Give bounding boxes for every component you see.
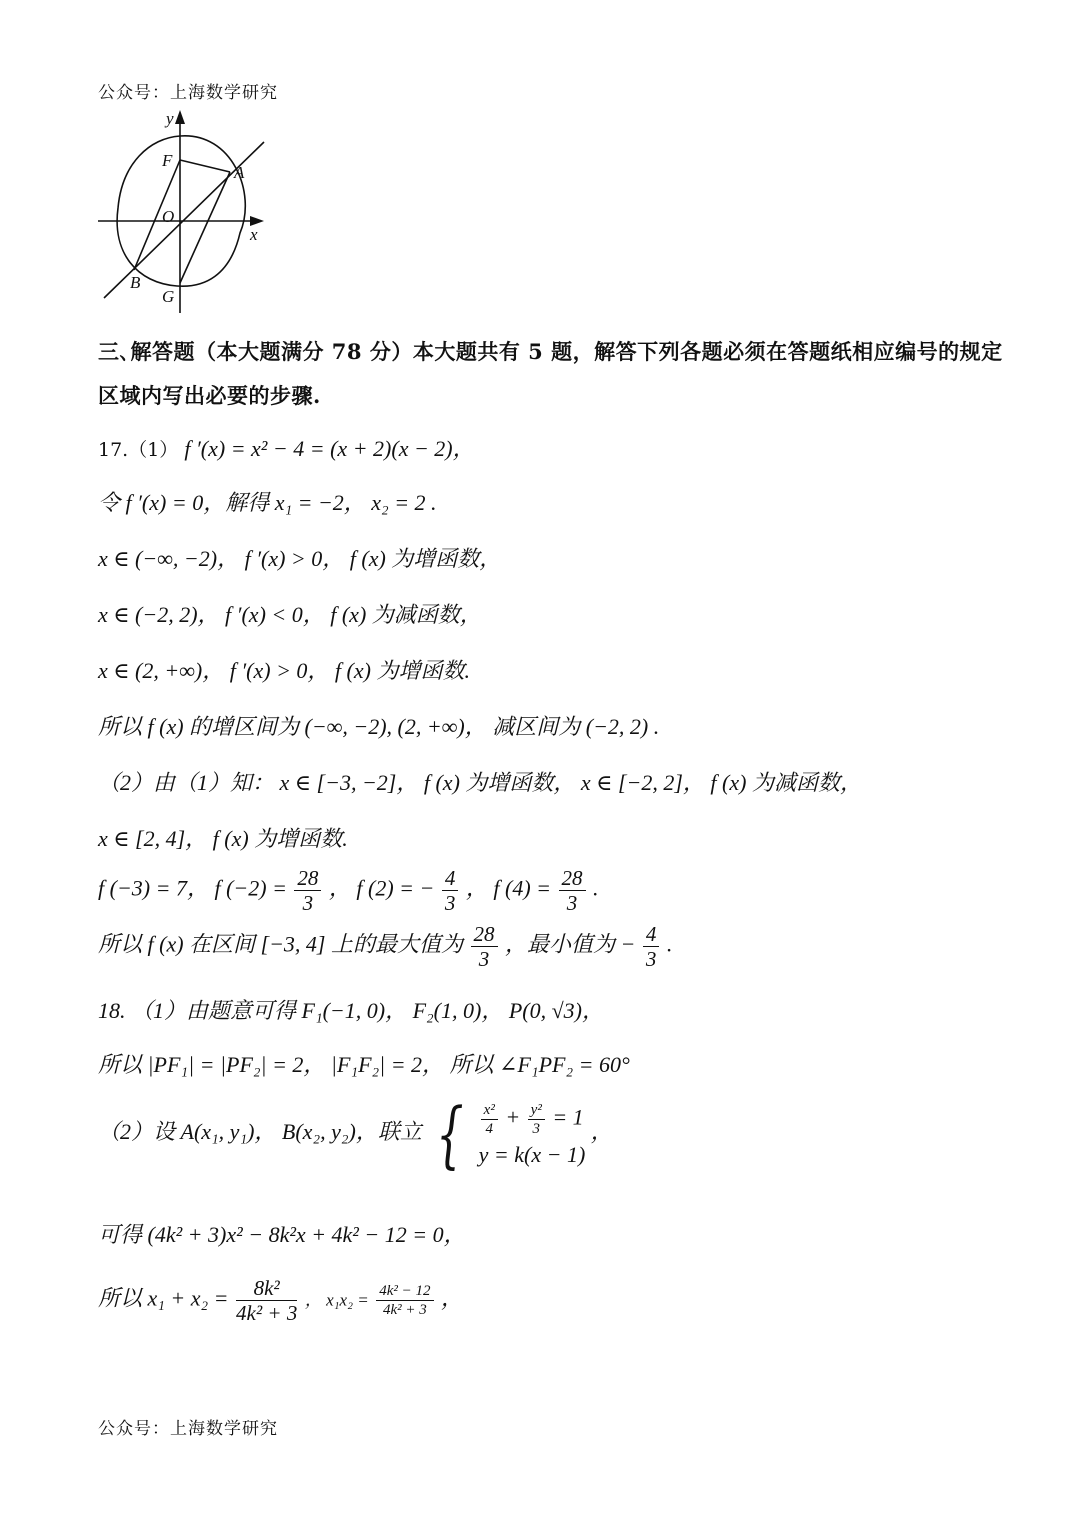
q18-product-label: ， x₁x₂ = bbox=[304, 1290, 369, 1310]
q17-number: 17.（1） bbox=[98, 439, 179, 461]
q17-line8: x ∈ [2, 4]， f (x) 为增函数. bbox=[98, 826, 348, 851]
q17-derivative: f ′(x) = x² − 4 = (x + 2)(x − 2)， bbox=[184, 436, 475, 461]
y-arrow bbox=[175, 110, 185, 124]
label-F: F bbox=[162, 151, 173, 170]
segment-FA bbox=[180, 160, 230, 172]
section-heading-line1: 三､解答题（本大题满分 78 分）本大题共有 5 题，解答下列各题必须在答题纸相应编号的规定 bbox=[98, 339, 1003, 364]
section-heading-line2: 区域内写出必要的步骤. bbox=[98, 383, 321, 408]
label-y: y bbox=[166, 109, 174, 128]
fraction-4-3: $\frac{4}{3}$ bbox=[442, 866, 459, 915]
q17-values-c: ， f (4) = bbox=[465, 875, 552, 901]
page-header: 公众号：上海数学研究 bbox=[98, 83, 278, 103]
label-A: A bbox=[234, 163, 245, 182]
q17-line6: 所以 f (x) 的增区间为 (−∞, −2), (2, +∞)， 减区间为 (−2, 2) . bbox=[98, 714, 660, 739]
fraction-product: $\frac{\text{4k² − 12}}{\text{4k² + 3}}$ bbox=[376, 1282, 433, 1319]
q18-line1: 18. （1）由题意可得 F₁(−1, 0)， F₂(1, 0)， P(0, √3)， bbox=[98, 998, 604, 1023]
system-brace: { bbox=[436, 1092, 464, 1176]
q18-line4: 可得 (4k² + 3)x² − 8k²x + 4k² − 12 = 0， bbox=[98, 1222, 466, 1247]
ellipse-figure bbox=[92, 108, 272, 318]
q17-min-text: ，最小值为 − bbox=[505, 931, 636, 957]
label-B: B bbox=[130, 273, 141, 292]
q18-line3: （2）设 A(x₁, y₁)， B(x₂, y₂)，联立 { $\frac{\text{x²}}{4}$ + $\frac{\text{y²}}{3}$ = 1 y = k(x − 1) ， bbox=[98, 1092, 613, 1176]
q17-line7: （2）由（1）知： x ∈ [−3, −2]， f (x) 为增函数， x ∈ [−2, 2]， f (x) 为减函数， bbox=[98, 770, 862, 795]
fraction-28-3: $\frac{28}{3}$ bbox=[294, 866, 321, 915]
label-x: x bbox=[250, 225, 258, 244]
fraction-sum: $\frac{\text{8k²}}{\text{4k² + 3}}$ bbox=[236, 1276, 298, 1325]
label-G: G bbox=[162, 287, 175, 306]
fraction-28-3-b: $\frac{28}{3}$ bbox=[559, 866, 586, 915]
fraction-min: $\frac{4}{3}$ bbox=[643, 922, 660, 971]
q17-line1 bbox=[98, 432, 475, 463]
q17-line3: x ∈ (−∞, −2)， f ′(x) > 0， f (x) 为增函数， bbox=[98, 546, 502, 571]
page-footer: 公众号：上海数学研究 bbox=[98, 1419, 278, 1439]
q18-line5: 所以 x₁ + x₂ = $\frac{\text{8k²}}{\text{4k² + 3}}$ ， x₁x₂ = $\frac{\text{4k² − 12}}{\text{4k² + 3}}$ ， bbox=[98, 1276, 464, 1325]
q17-values-b: ， f (2) = − bbox=[328, 875, 435, 901]
q18-set-points: （2）设 A(x₁, y₁)， B(x₂, y₂)，联立 bbox=[98, 1119, 422, 1145]
q17-line10: 所以 f (x) 在区间 [−3, 4] 上的最大值为 $\frac{28}{3}$ ，最小值为 − $\frac{4}{3}$ . bbox=[98, 922, 673, 971]
q17-values-a: f (−3) = 7， f (−2) = bbox=[98, 875, 287, 901]
q17-line4: x ∈ (−2, 2)， f ′(x) < 0， f (x) 为减函数， bbox=[98, 602, 482, 627]
q17-line9: f (−3) = 7， f (−2) = $\frac{28}{3}$ ， f (2) = − $\frac{4}{3}$ ， f (4) = $\frac{28}{3}$ . bbox=[98, 866, 599, 915]
q18-line2: 所以 |PF₁| = |PF₂| = 2， |F₁F₂| = 2， 所以 ∠F₁PF₂ = 60° bbox=[98, 1052, 630, 1077]
fraction-max: $\frac{28}{3}$ bbox=[471, 922, 498, 971]
equation-system: $\frac{\text{x²}}{4}$ + $\frac{\text{y²}}{3}$ = 1 y = k(x − 1) bbox=[478, 1101, 586, 1167]
q17-line2: 令 f ′(x) = 0，解得 x₁ = −2， x₂ = 2 . bbox=[98, 490, 437, 515]
segment-GA bbox=[180, 172, 230, 283]
q17-line5: x ∈ (2, +∞)， f ′(x) > 0， f (x) 为增函数. bbox=[98, 658, 470, 683]
label-O: O bbox=[162, 207, 175, 226]
q18-sum-label: 所以 x₁ + x₂ = bbox=[98, 1285, 229, 1311]
line-equation: y = k(x − 1) bbox=[478, 1141, 586, 1167]
q17-max-text: 所以 f (x) 在区间 [−3, 4] 上的最大值为 bbox=[98, 931, 463, 957]
